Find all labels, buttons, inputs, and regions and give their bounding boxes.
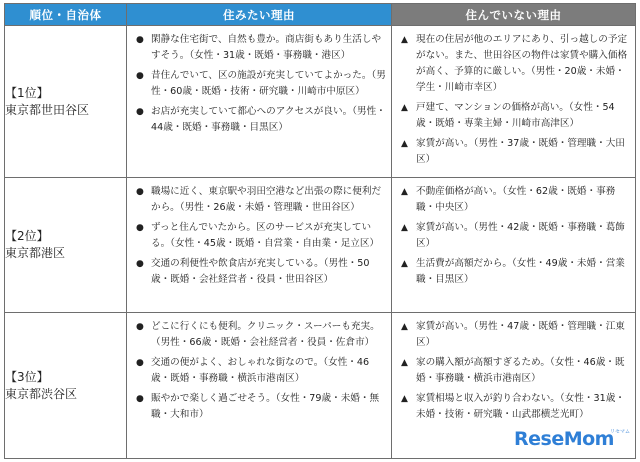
want-reason-item xyxy=(135,391,386,423)
want-reasons-cell xyxy=(127,313,392,459)
bullet-triangle-icon: ▲ xyxy=(401,223,408,233)
bullet-dot-icon: ● xyxy=(136,35,144,45)
bullet-dot-icon: ● xyxy=(136,107,144,117)
want-reason-item xyxy=(135,104,386,136)
header-not-reasons: 住んでいない理由 xyxy=(392,4,636,26)
want-reason-item xyxy=(135,256,386,288)
want-reason-item xyxy=(135,68,386,100)
bullet-dot-icon: ● xyxy=(136,71,144,81)
rank-cell xyxy=(5,178,127,313)
not-reasons-cell xyxy=(392,26,636,178)
reason-text: 家の購入額が高額すぎるため。（女性・46歳・既婚・事務職・横浜市港南区） xyxy=(416,357,625,384)
rank-cell xyxy=(5,313,127,459)
bullet-dot-icon: ● xyxy=(136,322,144,332)
reason-text: 閑静な住宅街で、自然も豊か。商店街もあり生活しやすそう。（女性・31歳・既婚・事務職・港区） xyxy=(151,34,382,61)
not-reasons-cell xyxy=(392,178,636,313)
bullet-dot-icon: ● xyxy=(136,358,144,368)
reason-text: 賑やかで楽しく過ごせそう。（女性・79歳・未婚・無職・大和市） xyxy=(151,393,380,420)
rank-cell xyxy=(5,26,127,178)
reason-text: 交通の利便性や飲食店が充実している。（男性・50歳・既婚・会社経営者・役員・世田谷区） xyxy=(151,258,370,285)
reason-text: 家賃が高い。（男性・47歳・既婚・管理職・江東区） xyxy=(416,321,625,348)
reason-text: 不動産価格が高い。（女性・62歳・既婚・事務職・中央区） xyxy=(416,186,616,213)
reason-text: どこに行くにも便利。クリニック・スーパーも充実。（男性・66歳・既婚・会社経営者・役員・佐倉市） xyxy=(151,321,380,348)
not-reason-item xyxy=(400,136,630,168)
want-reasons-cell xyxy=(127,26,392,178)
reason-text: 現在の住居が他のエリアにあり、引っ越しの予定がない。また、世田谷区の物件は家賃や購入価格が高く、予算的に厳しい。（男性・20歳・未婚・学生・川崎市幸区） xyxy=(416,34,628,93)
reason-text: ずっと住んでいたから。区のサービスが充実している。（女性・45歳・既婚・自営業・自由業・足立区） xyxy=(151,222,380,249)
ranking-table xyxy=(4,3,636,459)
logo-subtext: リセマム xyxy=(610,429,630,435)
not-reason-item xyxy=(400,100,630,132)
want-reasons-cell xyxy=(127,178,392,313)
bullet-dot-icon: ● xyxy=(136,187,144,197)
rank-number: 【3位】 xyxy=(5,369,49,384)
reason-text: 職場に近く、東京駅や羽田空港など出張の際に便利だから。（男性・26歳・未婚・管理職・世田谷区） xyxy=(151,186,382,213)
not-reason-item xyxy=(400,391,630,423)
want-reason-item xyxy=(135,184,386,216)
reason-text: 家賃が高い。（男性・42歳・既婚・事務職・葛飾区） xyxy=(416,222,625,249)
bullet-triangle-icon: ▲ xyxy=(401,103,408,113)
reason-text: 生活費が高額だから。（女性・49歳・未婚・営業職・目黒区） xyxy=(416,258,625,285)
reason-text: 昔住んでいて、区の施設が充実していてよかった。（男性・60歳・既婚・技術・研究職・川崎市中原区） xyxy=(151,70,386,97)
want-reason-item xyxy=(135,220,386,252)
bullet-triangle-icon: ▲ xyxy=(401,358,408,368)
bullet-dot-icon: ● xyxy=(136,259,144,269)
header-row xyxy=(5,4,636,26)
reason-text: 家賃相場と収入が釣り合わない。（女性・31歳・未婚・技術・研究職・山武郡横芝光町） xyxy=(416,393,625,420)
city-name: 東京都港区 xyxy=(5,246,66,260)
city-name: 東京都世田谷区 xyxy=(5,102,90,117)
not-reason-item xyxy=(400,319,630,351)
rank-number: 【1位】 xyxy=(5,85,49,100)
bullet-triangle-icon: ▲ xyxy=(401,35,408,45)
reason-text: 戸建て、マンションの価格が高い。（女性・54歳・既婚・専業主婦・川崎市高津区） xyxy=(416,102,615,129)
not-reason-item xyxy=(400,32,630,96)
reason-text: 交通の便がよく、おしゃれな街なので。（女性・46歳・既婚・事務職・横浜市港南区） xyxy=(151,357,370,384)
reason-text: お店が充実していて都心へのアクセスが良い。（男性・44歳・既婚・事務職・目黒区） xyxy=(151,106,386,133)
bullet-triangle-icon: ▲ xyxy=(401,187,408,197)
bullet-triangle-icon: ▲ xyxy=(401,259,408,269)
rank-number: 【2位】 xyxy=(5,229,49,243)
logo-text: ReseMom xyxy=(514,428,614,450)
resemom-logo xyxy=(514,428,632,458)
header-want-reasons: 住みたい理由 xyxy=(127,4,392,26)
city-name: 東京都渋谷区 xyxy=(5,386,78,401)
not-reason-item xyxy=(400,256,630,288)
table-row xyxy=(5,178,636,313)
not-reason-item xyxy=(400,220,630,252)
header-rank: 順位・自治体 xyxy=(5,4,127,26)
bullet-triangle-icon: ▲ xyxy=(401,322,408,332)
reason-text: 家賃が高い。（男性・37歳・既婚・管理職・大田区） xyxy=(416,138,625,165)
want-reason-item xyxy=(135,32,386,64)
want-reason-item xyxy=(135,319,386,351)
not-reason-item xyxy=(400,355,630,387)
not-reason-item xyxy=(400,184,630,216)
bullet-dot-icon: ● xyxy=(136,394,144,404)
bullet-triangle-icon: ▲ xyxy=(401,394,408,404)
bullet-dot-icon: ● xyxy=(136,223,144,233)
table-row xyxy=(5,26,636,178)
bullet-triangle-icon: ▲ xyxy=(401,139,408,149)
want-reason-item xyxy=(135,355,386,387)
